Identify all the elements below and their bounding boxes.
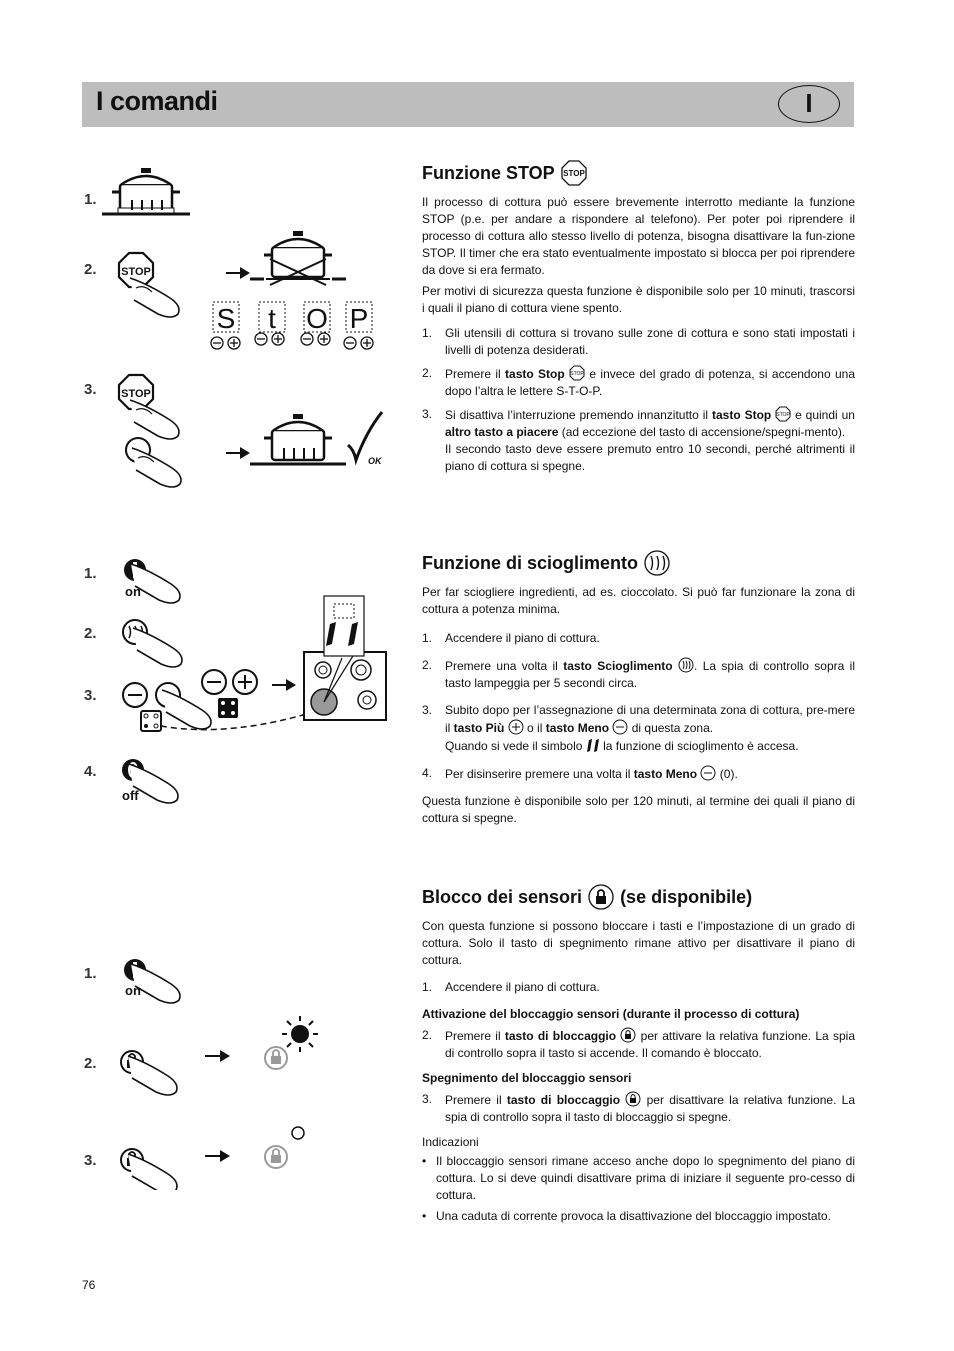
svg-text:STOP: STOP	[121, 266, 151, 278]
minus-button	[123, 683, 211, 729]
arrow-icon	[205, 1050, 230, 1062]
step-label: 1.	[84, 191, 97, 208]
melt-icon	[678, 657, 694, 673]
paragraph: Questa funzione è disponibile solo per 120 minuti, al termine dei quali il piano di cottura si spegne.	[422, 794, 855, 825]
on-label: on	[125, 584, 141, 599]
pot-stopped	[250, 231, 346, 285]
step-label: 2.	[84, 261, 97, 278]
notes-heading: Indicazioni	[422, 1135, 479, 1149]
lock-icon	[588, 884, 614, 910]
stop-section	[422, 160, 855, 481]
step-label: 3.	[84, 687, 97, 704]
svg-text:t: t	[268, 303, 276, 334]
lock-icon	[620, 1027, 636, 1043]
arrow-icon	[226, 267, 250, 279]
lock-icon	[265, 1146, 287, 1168]
melt-symbol-icon	[586, 737, 600, 753]
list-item: 4. Per disinserire premere una volta il tasto Meno (0).	[422, 766, 738, 781]
page-number: 76	[82, 1278, 96, 1292]
svg-text:O: O	[306, 303, 328, 334]
lock-button	[121, 1149, 177, 1190]
stop-illustration	[80, 160, 400, 495]
pot-on-zone	[102, 168, 190, 214]
arrow-icon	[205, 1150, 230, 1162]
stop-button	[119, 375, 179, 439]
melt-button	[123, 620, 182, 667]
paragraph: Con questa funzione si possono bloccare i tasti e l’impostazione di un grado di cottura. Solo il tasto di spegnimento rimane attivo per disattivare il piano di cottura.	[422, 919, 855, 967]
svg-text:STOP: STOP	[776, 412, 790, 418]
step-label: 3.	[84, 381, 97, 398]
display-digits	[213, 302, 372, 334]
lock-section	[422, 884, 855, 1231]
list-item: 3. Si disattiva l’interruzione premendo innanzitutto il tasto Stop STOP e quindi un altro tasto a piacere (ad eccezione del tasto di accensione/spegni-mento). Il secondo tasto deve essere premuto entro 10 secondi, perché altrimenti il piano di cottura si spegne.	[422, 407, 855, 473]
list-item: 2. Premere il tasto Stop STOP e invece del grado di potenza, si accendono una dopo l’altra le lettere S-T-O-P.	[422, 366, 855, 398]
melt-illustration	[80, 548, 400, 808]
step-label: 2.	[84, 625, 97, 642]
step-label: 1.	[84, 565, 97, 582]
section-title: Funzione di scioglimento	[422, 550, 855, 576]
svg-text:STOP: STOP	[562, 169, 585, 178]
on-label: on	[125, 983, 141, 998]
list-item: 3. Premere il tasto di bloccaggio per disattivare la relativa funzione. La spia di controllo sopra il tasto di bloccaggio si spegne.	[422, 1092, 856, 1124]
paragraph: Il processo di cottura può essere brevemente interrotto mediante la funzione STOP (p.e. per andare a rispondere al telefono). Per poter poi riprendere il processo di cottura allo stesso livello di potenza, bisogna disattivare la fun-zione STOP. Il timer che era stato eventualmente impostato si blocca per poi riprendere da dove si era fermato.	[422, 195, 855, 277]
minus-icon	[700, 765, 716, 781]
hob-panel	[304, 648, 386, 720]
lock-icon	[625, 1091, 641, 1107]
list-item: 1. Gli utensili di cottura si trovano sulle zone di cottura e sono stati impostati i livelli di potenza desiderati.	[422, 326, 855, 357]
svg-text:P: P	[349, 303, 369, 334]
list-item: 1. Accendere il piano di cottura.	[422, 631, 600, 645]
stop-icon	[775, 406, 791, 422]
minus-plus-icons	[211, 333, 373, 349]
minus-icon	[612, 719, 628, 735]
indicator-light-on-icon	[282, 1016, 318, 1052]
svg-text:STOP: STOP	[570, 371, 584, 377]
svg-text:S: S	[216, 303, 236, 334]
melt-icon	[644, 550, 670, 576]
melt-section	[422, 550, 855, 831]
paragraph: Per motivi di sicurezza questa funzione è disponibile solo per 10 minuti, trascorsi i quali il piano di cottura viene spento.	[422, 284, 855, 315]
stop-button	[119, 253, 179, 317]
plus-icon	[508, 719, 524, 735]
list-item: 2. Premere il tasto di bloccaggio per attivare la relativa funzione. La spia di controllo sopra il tasto si accende. Il comando è bloccato.	[422, 1028, 856, 1060]
stop-icon	[569, 365, 585, 381]
indicator-light-off-icon	[292, 1127, 304, 1139]
any-key-button	[126, 438, 181, 487]
deactivation-heading: Spegnimento del bloccaggio sensori	[422, 1071, 632, 1085]
page-title: I comandi	[96, 86, 218, 116]
ok-checkmark-icon	[348, 412, 383, 466]
melt-display-icon	[324, 596, 364, 656]
step-label: 4.	[84, 763, 97, 780]
step-label: 1.	[84, 965, 97, 982]
minus-plus-icons	[202, 670, 257, 694]
stop-icon	[561, 160, 587, 186]
list-item: • Il bloccaggio sensori rimane acceso anche dopo lo spegnimento del piano di cottura. Lo si deve quindi disattivare prima di iniziare il seguente pro-cesso di cottura.	[422, 1154, 855, 1202]
arrow-icon	[272, 679, 296, 691]
activation-heading: Attivazione del bloccaggio sensori (durante il processo di cottura)	[422, 1007, 800, 1021]
list-item: 2. Premere una volta il tasto Scioglimento . La spia di controllo sopra il tasto lampeggia per 5 secondi circa.	[422, 658, 855, 690]
step-label: 2.	[84, 1055, 97, 1072]
arrow-icon	[226, 447, 250, 459]
section-title: Blocco dei sensori (se disponibile)	[422, 884, 855, 910]
list-item: 1. Accendere il piano di cottura.	[422, 980, 600, 994]
pot-resumed	[250, 414, 346, 464]
section-title: Funzione STOP STOP	[422, 160, 855, 186]
svg-text:STOP: STOP	[121, 388, 151, 400]
list-item: 3. Subito dopo per l’assegnazione di una determinata zona di cottura, pre-mere il tasto Più o il tasto Meno di questa zona. Quando si vede il simbolo la funzione di scioglimento è accesa.	[422, 703, 855, 753]
step-label: 3.	[84, 1152, 97, 1169]
lock-illustration	[80, 950, 400, 1190]
svg-text:OK: OK	[368, 456, 382, 466]
lock-button	[121, 1051, 177, 1095]
paragraph: Per far sciogliere ingredienti, ad es. cioccolato. Si può far funzionare la zona di cottura a potenza minima.	[422, 585, 855, 616]
list-item: • Una caduta di corrente provoca la disattivazione del bloccaggio impostato.	[422, 1209, 831, 1223]
lock-icon	[265, 1047, 287, 1069]
off-label: off	[122, 788, 139, 803]
language-badge: I	[778, 85, 840, 123]
